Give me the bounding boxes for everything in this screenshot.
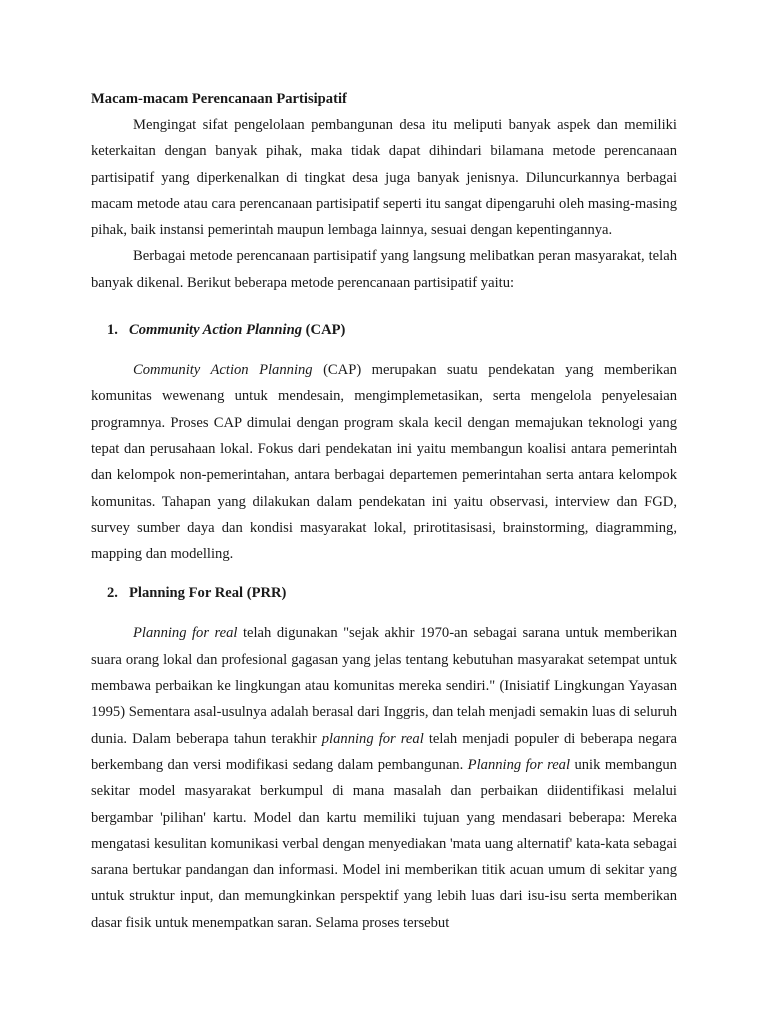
section-2-italic-1: Planning for real bbox=[133, 625, 238, 642]
section-2-text-3: unik membangun sekitar model masyarakat berkumpul di mana masalah dan perbaikan diidentifikasi melalui bergambar 'pilihan' kartu. Model dan kartu memiliki tujuan yang mendasari beberapa: Mereka mengatasi kesulitan komunikasi verbal dengan menyediakan 'mata uang alternatif' kata-kata sebagai sarana bertukar pandangan dan informasi. Model ini memberikan titik acuan umum di sekitar yang untuk struktur input, dan memungkinkan perspektif yang lebih luas dari isu-isu serta memberikan dasar fisik untuk menempatkan saran. Selama proses tersebut bbox=[91, 756, 677, 931]
document-page bbox=[91, 86, 677, 936]
section-2-text-2: telah menjadi populer di beberapa negara berkembang dan versi modifikasi sedang dalam pembangunan. bbox=[91, 730, 677, 773]
intro-paragraph-1: Mengingat sifat pengelolaan pembangunan desa itu meliputi banyak aspek dan memiliki keterkaitan dengan banyak pihak, maka tidak dapat dihindari bilamana metode perencanaan partisipatif yang diperkenalkan di tingkat desa juga banyak jenisnya. Diluncurkannya berbagai macam metode atau cara perencanaan partisipatif seperti itu sangat dipengaruhi oleh masing-masing pihak, baik instansi pemerintah maupun lembaga lainnya, sesuai dengan kepentingannya. bbox=[91, 117, 677, 239]
section-1-title-italic: Community Action Planning bbox=[129, 322, 303, 339]
section-2-paragraph bbox=[91, 620, 677, 936]
section-2-number: 2. bbox=[107, 585, 118, 602]
document-title: Macam-macam Perencanaan Partisipatif bbox=[91, 91, 347, 107]
section-2-italic-3: Planning for real bbox=[467, 756, 571, 773]
section-1-paragraph-text: (CAP) merupakan suatu pendekatan yang memberikan komunitas wewenang untuk mendesain, mengimplemetasikan, serta mengelola penyelesaian programnya. Proses CAP dimulai dengan program skala kecil dengan memajukan teknologi yang tepat dan perusahaan lokal. Fokus dari pendekatan ini yaitu membangun koalisi antara pemerintah dan kelompok non-pemerintahan, antara berbagai departemen pemerintahan serta antara kelompok komunitas. Tahapan yang dilakukan dalam pendekatan ini yaitu observasi, interview dan FGD, survey sumber daya dan kondisi masyarakat lokal, prirotitasisasi, brainstorming, diagramming, mapping dan modelling. bbox=[91, 362, 677, 563]
section-2-italic-2: planning for real bbox=[321, 730, 424, 747]
section-1-number: 1. bbox=[107, 322, 118, 339]
section-1-paragraph-italic: Community Action Planning bbox=[133, 362, 313, 379]
section-2-heading bbox=[91, 580, 677, 606]
intro-paragraph-2: Berbagai metode perencanaan partisipatif yang langsung melibatkan peran masyarakat, telah banyak dikenal. Berikut beberapa metode perencanaan partisipatif yaitu: bbox=[91, 248, 677, 291]
section-2-title: Planning For Real (PRR) bbox=[129, 585, 287, 602]
section-1-title-rest: (CAP) bbox=[302, 322, 346, 339]
section-1-heading bbox=[91, 317, 677, 343]
section-2-text-1: telah digunakan "sejak akhir 1970-an sebagai sarana untuk memberikan suara orang lokal dan profesional gagasan yang jelas tentang kebutuhan masyarakat setempat untuk membawa perbaikan ke lingkungan atau komunitas mereka sendiri." (Inisiatif Lingkungan Yayasan 1995) Sementara asal-usulnya adalah berasal dari Inggris, dan telah menjadi semakin luas di seluruh dunia. Dalam beberapa tahun terakhir bbox=[91, 625, 677, 747]
section-1-paragraph bbox=[91, 357, 677, 567]
